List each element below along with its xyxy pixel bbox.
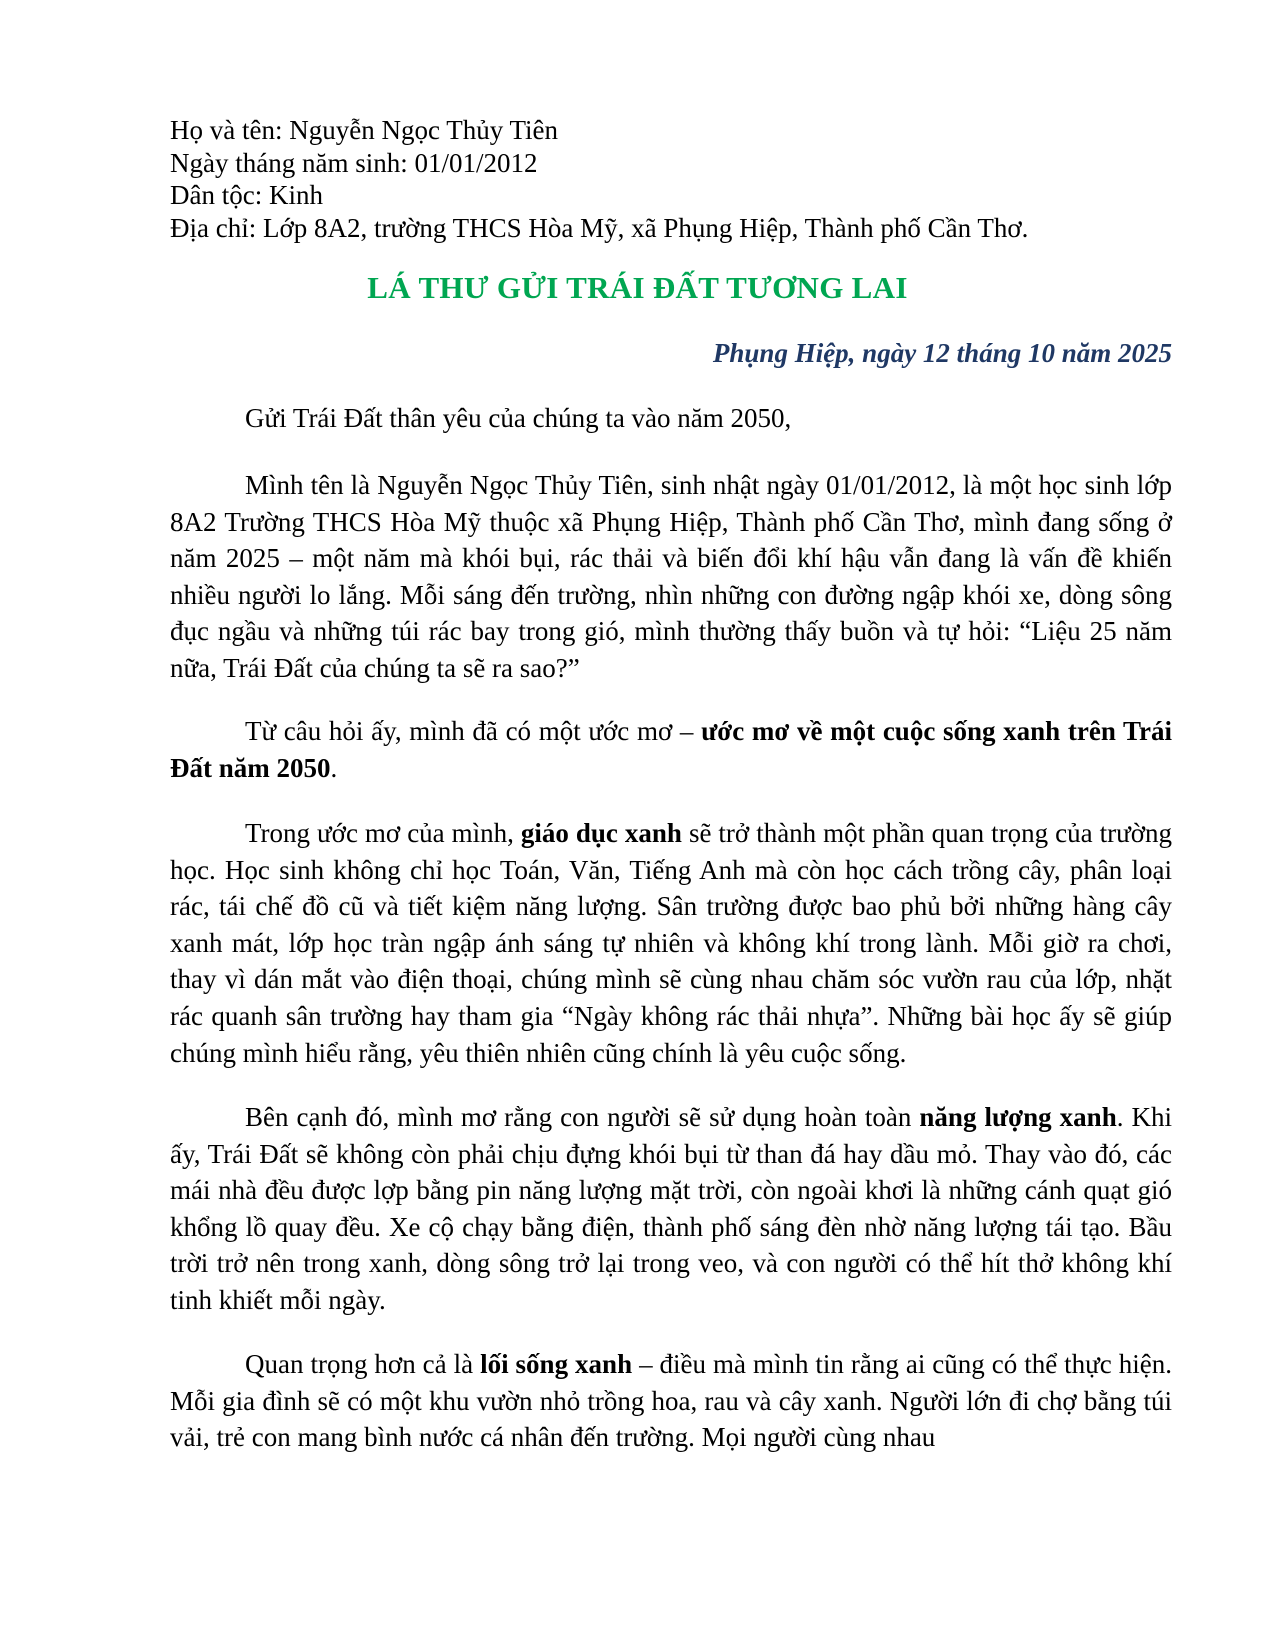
paragraph-text: Bên cạnh đó, mình mơ rằng con người sẽ sử dụng hoàn toàn (245, 1102, 920, 1132)
paragraph-dream (170, 713, 1172, 786)
paragraph-text: sẽ trở thành một phần quan trọng của trường học. Học sinh không chỉ học Toán, Văn, Tiếng Anh mà còn học cách trồng cây, phân loại rác, tái chế đồ cũ và tiết kiệm năng lượng. Sân trường được bao phủ bởi những hàng cây xanh mát, lớp học tràn ngập ánh sáng tự nhiên và không khí trong lành. Mỗi giờ ra chơi, thay vì dán mắt vào điện thoại, chúng mình sẽ cùng nhau chăm sóc vườn rau của lớp, nhặt rác quanh sân trường hay tham gia “Ngày không rác thải nhựa”. Những bài học ấy sẽ giúp chúng mình hiểu rằng, yêu thiên nhiên cũng chính là yêu cuộc sống. (170, 818, 1172, 1068)
paragraph-green-energy (170, 1099, 1172, 1319)
date-line: Phụng Hiệp, ngày 12 tháng 10 năm 2025 (712, 338, 1172, 368)
address-line: Địa chỉ: Lớp 8A2, trường THCS Hòa Mỹ, xã Phụng Hiệp, Thành phố Cần Thơ. (170, 212, 1029, 243)
letter-title: LÁ THƯ GỬI TRÁI ĐẤT TƯƠNG LAI (367, 270, 908, 305)
greeting: Gửi Trái Đất thân yêu của chúng ta vào năm 2050, (245, 403, 792, 433)
emphasis-text: giáo dục xanh (520, 818, 682, 848)
emphasis-text: năng lượng xanh (919, 1102, 1117, 1132)
paragraph-text: Từ câu hỏi ấy, mình đã có một ước mơ – (245, 716, 702, 746)
ethnicity-line: Dân tộc: Kinh (170, 180, 323, 210)
paragraph-text: Quan trọng hơn cả là (245, 1349, 481, 1379)
paragraph-intro: Mình tên là Nguyễn Ngọc Thủy Tiên, sinh nhật ngày 01/01/2012, là một học sinh lớp 8A2 Trường THCS Hòa Mỹ thuộc xã Phụng Hiệp, Thành phố Cần Thơ, mình đang sống ở năm 2025 – một năm mà khói bụi, rác thải và biến đổi khí hậu vẫn đang là vấn đề khiến nhiều người lo lắng. Mỗi sáng đến trường, nhìn những con đường ngập khói xe, dòng sông đục ngầu và những túi rác bay trong gió, mình thường thấy buồn và tự hỏi: “Liệu 25 năm nữa, Trái Đất của chúng ta sẽ ra sao?” (170, 470, 1172, 683)
paragraph-text: Trong ước mơ của mình, (245, 818, 521, 848)
paragraph-green-lifestyle (170, 1346, 1172, 1456)
dob-line: Ngày tháng năm sinh: 01/01/2012 (170, 147, 538, 178)
paragraph-text: – điều mà mình tin rằng ai cũng có thể thực hiện. Mỗi gia đình sẽ có một khu vườn nhỏ trồng hoa, rau và cây xanh. Người lớn đi chợ bằng túi vải, trẻ con mang bình nước cá nhân đến trường. Mọi người cùng nhau (170, 1349, 1173, 1453)
emphasis-text: lối sống xanh (480, 1349, 633, 1379)
student-info (170, 114, 1028, 244)
paragraph-text: . (330, 752, 338, 783)
emphasis-text: ước mơ về một cuộc sống xanh trên Trái Đất năm 2050 (170, 716, 1173, 783)
name-line: Họ và tên: Nguyễn Ngọc Thủy Tiên (170, 115, 558, 145)
paragraph-text: . Khi ấy, Trái Đất sẽ không còn phải chịu đựng khói bụi từ than đá hay dầu mỏ. Thay vào đó, các mái nhà đều được lợp bằng pin năng lượng mặt trời, còn ngoài khơi là những cánh quạt gió khổng lồ quay đều. Xe cộ chạy bằng điện, thành phố sáng đèn nhờ năng lượng tái tạo. Bầu trời trở nên trong xanh, dòng sông trở lại trong veo, và con người có thể hít thở không khí tinh khiết mỗi ngày. (170, 1102, 1173, 1315)
paragraph-green-education (170, 815, 1172, 1071)
